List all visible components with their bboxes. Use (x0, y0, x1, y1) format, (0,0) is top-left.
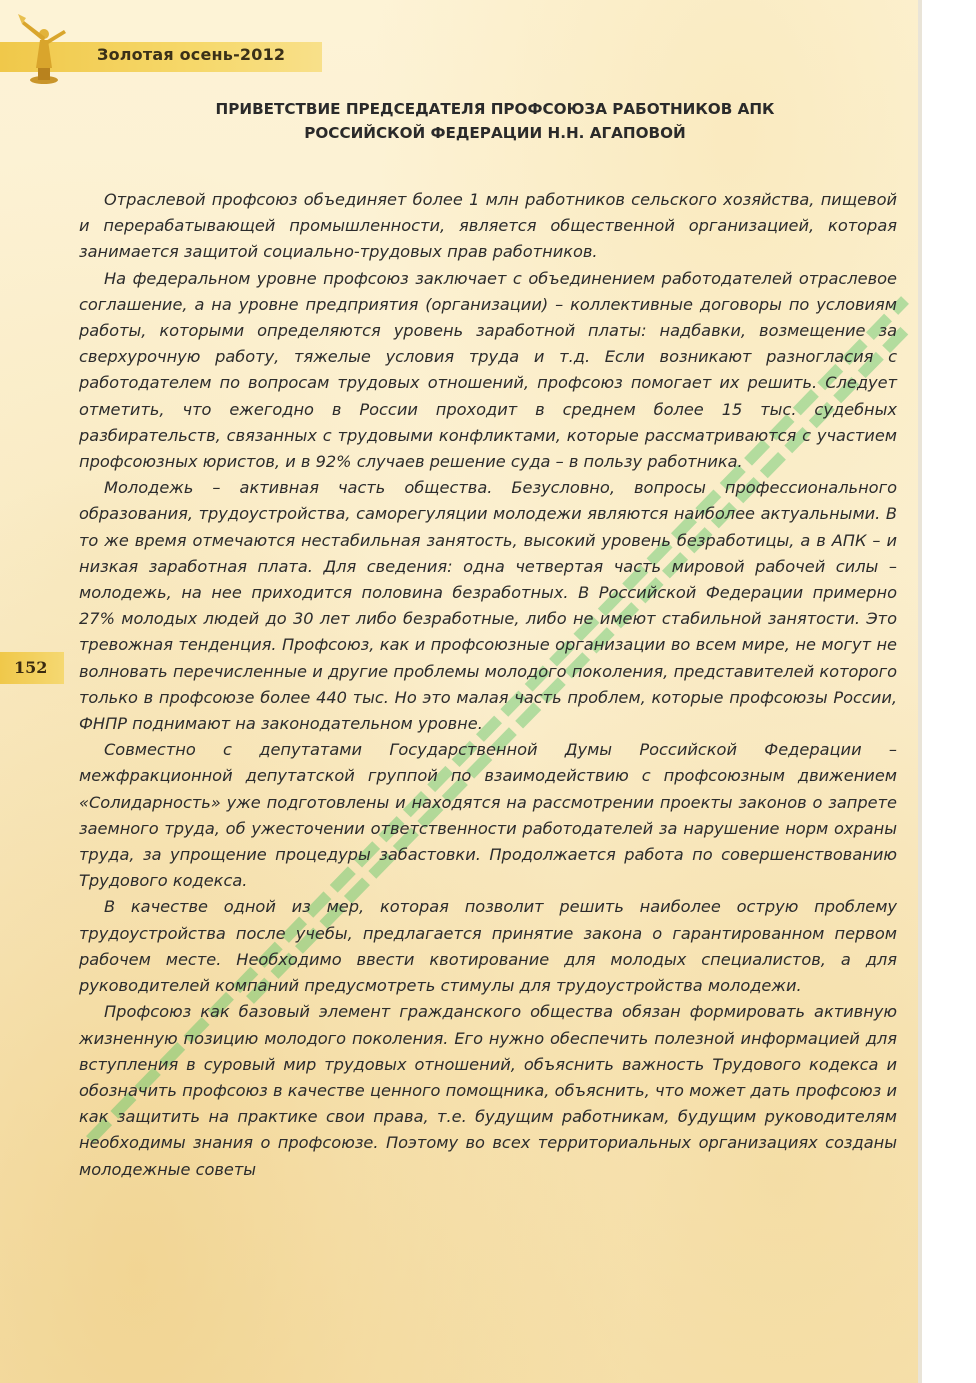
paragraph-2: На федеральном уровне профсоюз заключает с объединением работодателей отраслевое соглашение, а на уровне предприятия (организации) – коллективные договоры по условиям работы, которыми определяются уровень заработной платы: надбавки, возмещение за сверхурочную работу, тяжелые условия труда и т.д. Если возникают разногласия с работодателем по вопросам трудовых отношений, профсоюз помогает их решить. Следует отметить, что ежегодно в России проходит в среднем более 15 тыс. судебных разбирательств, связанных с трудовыми конфликтами, которые рассматриваются с участием профсоюзных юристов, и в 92% случаев решение суда – в пользу работника. (79, 268, 897, 472)
page-number: 152 (14, 658, 48, 677)
magazine-title: Золотая осень-2012 (97, 45, 286, 64)
paragraph-3: Молодежь – активная часть общества. Безусловно, вопросы профессионального образования, трудоустройства, саморегуляции молодежи являются наиболее актуальными. В то же время отмечаются нестабильная занятость, высокий уровень безработицы, а в АПК – и низкая заработная плата. Для сведения: одна четвертая часть мировой рабочей силы – молодежь, на нее приходится половина безработных. В Российской Федерации примерно 27% молодых людей до 30 лет либо безработные, либо не имеют стабильной занятости. Это тревожная тенденция. Профсоюз, как и профсоюзные организации во всем мире, не могут не волновать перечисленные и другие проблемы молодого поколения, представителей которого только в профсоюзе более 440 тыс. Но это малая часть проблем, которые профсоюзы России, ФНПР поднимают на законодательном уровне. (79, 478, 897, 734)
paragraph-5: В качестве одной из мер, которая позволит решить наиболее острую проблему трудоустройства после учебы, предлагается принятие закона о гарантированном первом рабочем месте. Необходимо ввести квотирование для молодых специалистов, а для руководителей компаний предусмотреть стимулы для трудоустройства молодежи. (79, 897, 897, 996)
golden-statue-logo (14, 10, 76, 88)
paragraph-4: Совместно с депутатами Государственной Думы Российской Федерации – межфракционной депутатской группой по взаимодействию с профсоюзным движением «Солидарность» уже подготовлены и находятся на рассмотрении проекты законов о запрете заемного труда, об ужесточении ответственности работодателей за нарушение норм охраны труда, за упрощение процедуры забастовки. Продолжается работа по совершенствованию Трудового кодекса. (79, 740, 897, 891)
page-edge (918, 0, 922, 1383)
paragraph-6: Профсоюз как базовый элемент гражданского общества обязан формировать активную жизненную позицию молодого поколения. Его нужно обеспечить полезной информацией для вступления в суровый мир трудовых отношений, объяснить важность Трудового кодекса и обозначить профсоюз в качестве ценного помощника, объяснить, что может дать профсоюз и как защитить на практике свои права, т.е. будущим работникам, будущим руководителям необходимы знания о профсоюзе. Поэтому во всех территориальных организациях созданы молодежные советы (79, 1002, 897, 1179)
article-title-line-1: ПРИВЕТСТВИЕ ПРЕДСЕДАТЕЛЯ ПРОФСОЮЗА РАБОТНИКОВ АПК (215, 100, 775, 118)
article-body (79, 187, 897, 1183)
article-title (150, 97, 840, 145)
paragraph-1: Отраслевой профсоюз объединяет более 1 млн работников сельского хозяйства, пищевой и перерабатывающей промышленности, является общественной организацией, которая занимается защитой социально-трудовых прав работников. (79, 190, 897, 262)
article-title-line-2: РОССИЙСКОЙ ФЕДЕРАЦИИ Н.Н. АГАПОВОЙ (304, 124, 686, 142)
